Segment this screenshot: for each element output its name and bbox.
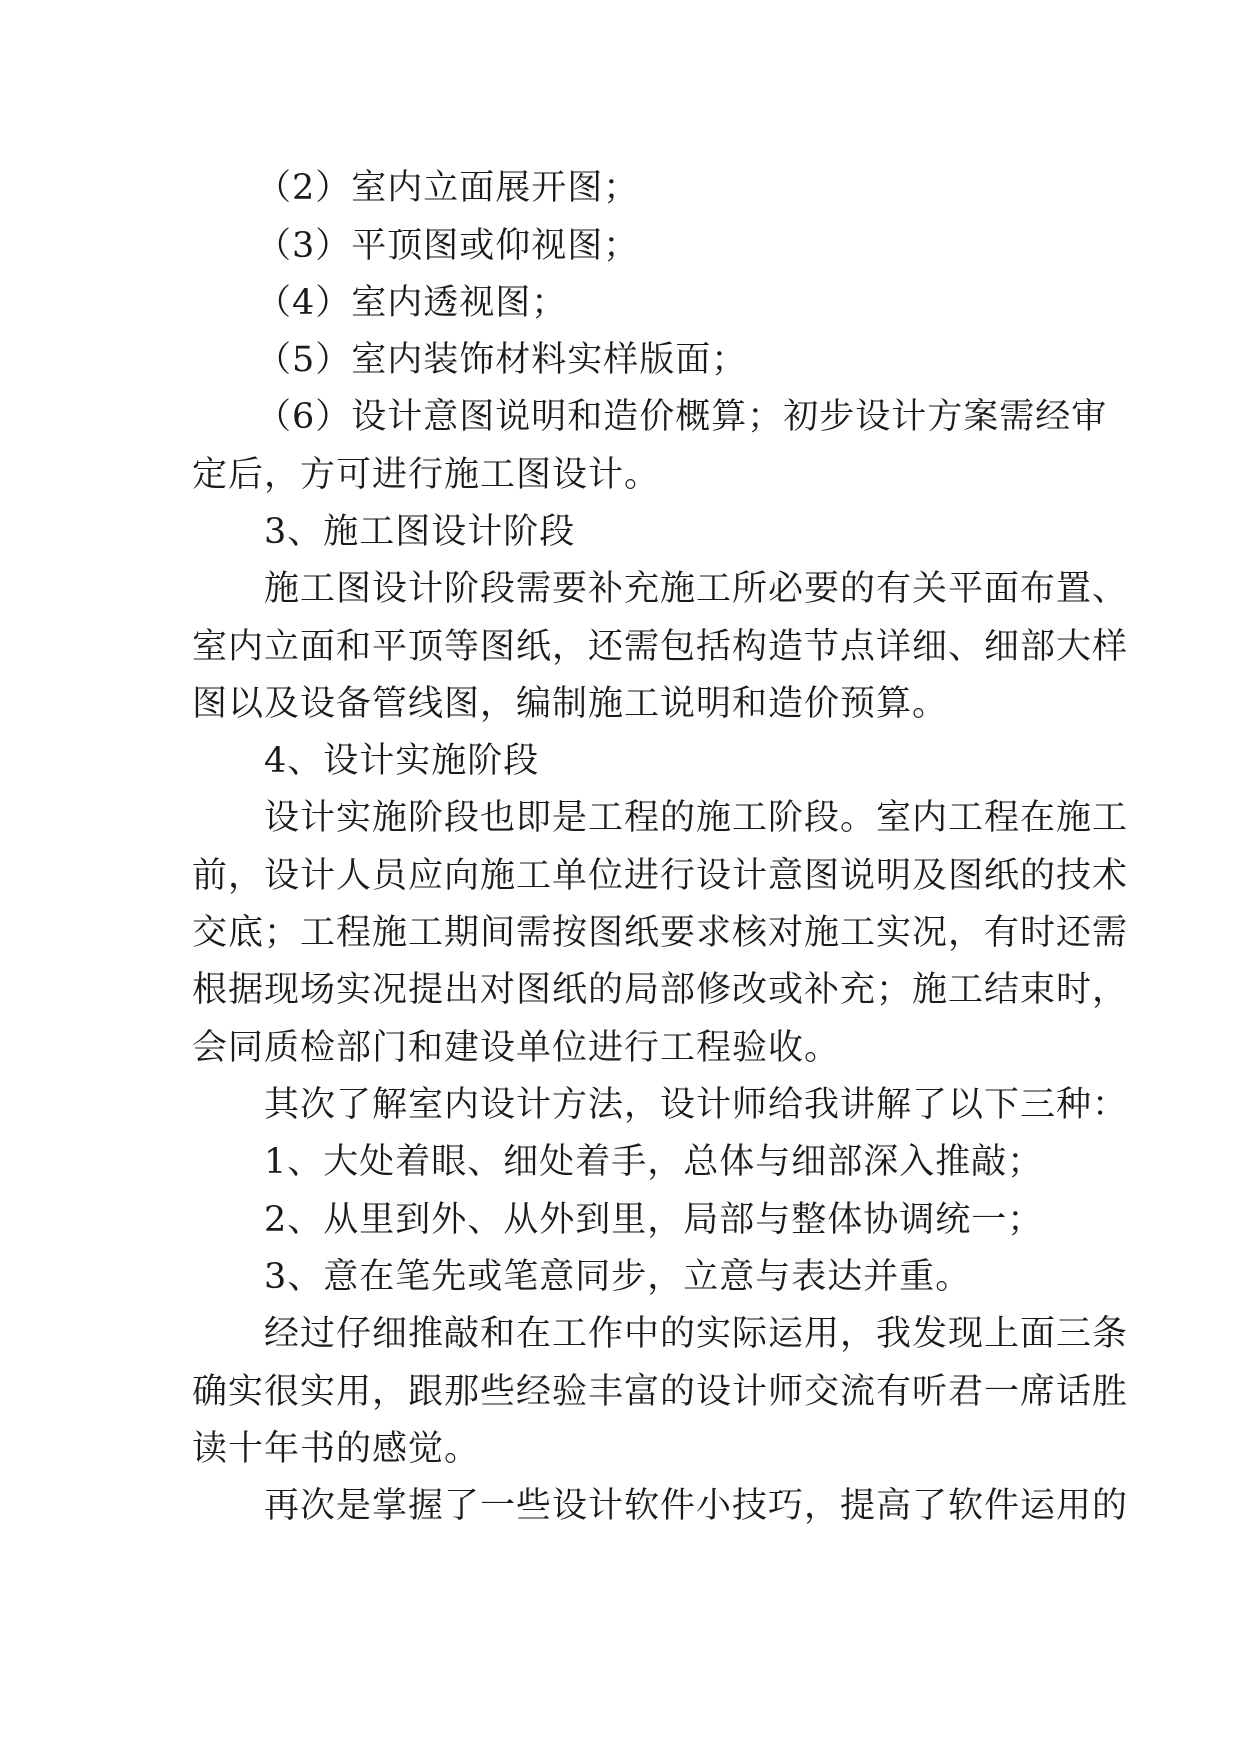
list-item: 2、从里到外、从外到里，局部与整体协调统一； bbox=[264, 1200, 1044, 1240]
paragraph-line: 定后，方可进行施工图设计。 bbox=[192, 455, 661, 495]
list-item: 1、大处着眼、细处着手，总体与细部深入推敲； bbox=[264, 1142, 1044, 1182]
paragraph-line: 确实很实用，跟那些经验丰富的设计师交流有听君一席话胜 bbox=[192, 1372, 1129, 1412]
list-item: 3、意在笔先或笔意同步，立意与表达并重。 bbox=[264, 1257, 972, 1297]
paragraph-line: 会同质检部门和建设单位进行工程验收。 bbox=[192, 1028, 841, 1068]
list-item: （2）室内立面展开图； bbox=[256, 168, 640, 208]
paragraph-line: 施工图设计阶段需要补充施工所必要的有关平面布置、 bbox=[264, 569, 1129, 609]
list-item: （4）室内透视图； bbox=[256, 283, 568, 323]
paragraph-line: 图以及设备管线图，编制施工说明和造价预算。 bbox=[192, 684, 949, 724]
paragraph-line: 读十年书的感觉。 bbox=[192, 1429, 481, 1469]
paragraph-line: 其次了解室内设计方法，设计师给我讲解了以下三种： bbox=[264, 1085, 1129, 1125]
paragraph-line: 前，设计人员应向施工单位进行设计意图说明及图纸的技术 bbox=[192, 856, 1129, 896]
paragraph-line: 设计实施阶段也即是工程的施工阶段。室内工程在施工 bbox=[264, 798, 1129, 838]
paragraph-line: 经过仔细推敲和在工作中的实际运用，我发现上面三条 bbox=[264, 1314, 1129, 1354]
paragraph-line: 交底；工程施工期间需按图纸要求核对施工实况，有时还需 bbox=[192, 913, 1129, 953]
section-heading: 4、设计实施阶段 bbox=[264, 741, 540, 781]
list-item: （6）设计意图说明和造价概算；初步设计方案需经审 bbox=[256, 397, 1108, 437]
paragraph-line: 再次是掌握了一些设计软件小技巧，提高了软件运用的 bbox=[264, 1486, 1129, 1526]
paragraph-line: 根据现场实况提出对图纸的局部修改或补充；施工结束时， bbox=[192, 970, 1129, 1010]
list-item: （3）平顶图或仰视图； bbox=[256, 226, 640, 266]
list-item: （5）室内装饰材料实样版面； bbox=[256, 340, 748, 380]
section-heading: 3、施工图设计阶段 bbox=[264, 512, 576, 552]
paragraph-line: 室内立面和平顶等图纸，还需包括构造节点详细、细部大样 bbox=[192, 627, 1129, 667]
